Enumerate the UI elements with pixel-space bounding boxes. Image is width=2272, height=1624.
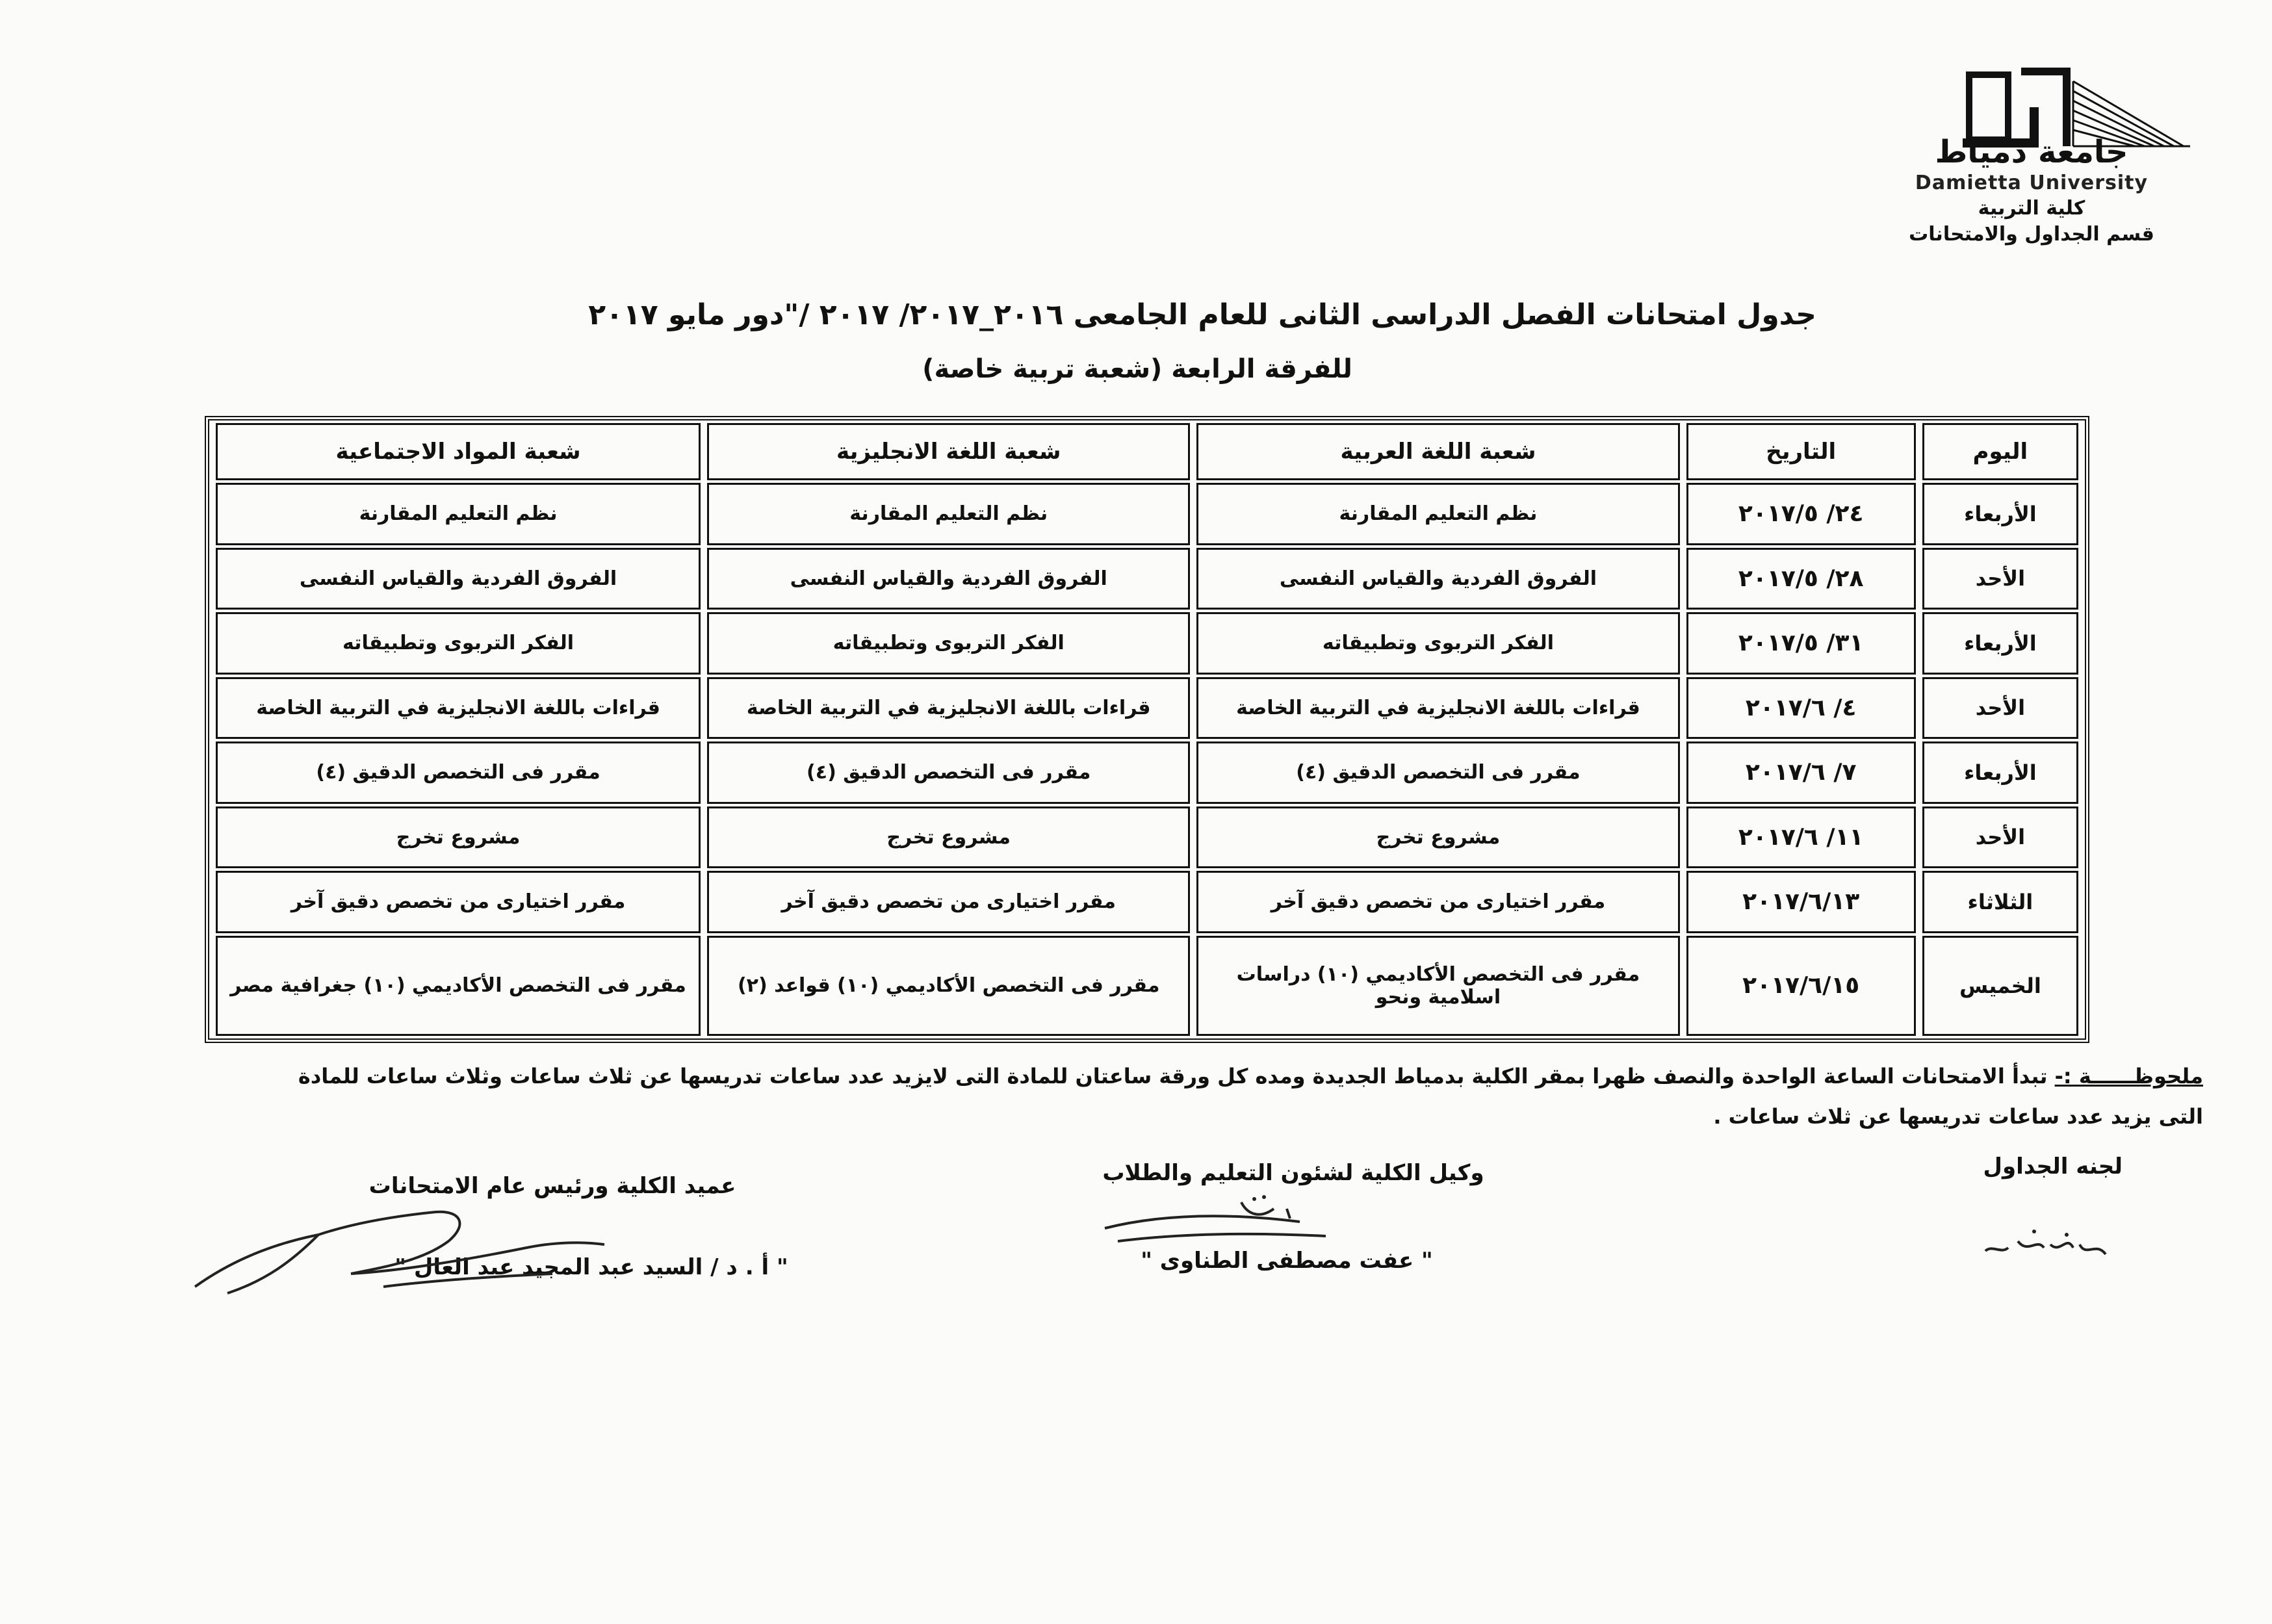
table-row	[216, 548, 2078, 610]
committee-signature	[1976, 1209, 2119, 1274]
department-name: قسم الجداول والامتحانات	[1909, 223, 2154, 246]
column-header-social: شعبة المواد الاجتماعية	[216, 423, 701, 480]
cell-english: مقرر اختيارى من تخصص دقيق آخر	[707, 871, 1190, 933]
cell-english: الفروق الفردية والقياس النفسى	[707, 548, 1190, 610]
committee-label: لجنه الجداول	[1983, 1154, 2123, 1179]
cell-date: ٣١/ ٢٠١٧/٥	[1686, 612, 1916, 675]
cell-date: ٧/ ٢٠١٧/٦	[1686, 741, 1916, 804]
cell-day: الأربعاء	[1922, 483, 2078, 545]
vice-dean-name: " عفت مصطفى الطناوى "	[1141, 1248, 1433, 1274]
table-row	[216, 677, 2078, 740]
cell-arabic: الفروق الفردية والقياس النفسى	[1196, 548, 1679, 610]
cell-english: مقرر فى التخصص الأكاديمي (١٠) قواعد (٢)	[707, 936, 1190, 1037]
cell-social: مقرر اختيارى من تخصص دقيق آخر	[216, 871, 701, 933]
cell-day: الأربعاء	[1922, 612, 2078, 675]
cell-arabic: قراءات باللغة الانجليزية في التربية الخاصة	[1196, 677, 1679, 740]
cell-english: مشروع تخرج	[707, 806, 1190, 869]
cell-day: الأحد	[1922, 548, 2078, 610]
university-header	[1869, 133, 2194, 248]
dean-name: " أ . د / السيد عبد المجيد عبد العال "	[394, 1254, 788, 1280]
dean-label: عميد الكلية ورئيس عام الامتحانات	[368, 1173, 736, 1199]
cell-social: مقرر فى التخصص الدقيق (٤)	[216, 741, 701, 804]
university-name-en: Damietta University	[1915, 172, 2149, 194]
table-row	[216, 871, 2078, 933]
schedule-table	[209, 420, 2085, 1038]
cell-social: نظم التعليم المقارنة	[216, 483, 701, 545]
cell-arabic: الفكر التربوى وتطبيقاته	[1196, 612, 1679, 675]
cell-english: مقرر فى التخصص الدقيق (٤)	[707, 741, 1190, 804]
table-row	[216, 483, 2078, 545]
table-header-row	[216, 423, 2078, 480]
column-header-arabic: شعبة اللغة العربية	[1196, 423, 1679, 480]
cell-arabic: نظم التعليم المقارنة	[1196, 483, 1679, 545]
note-text: تبدأ الامتحانات الساعة الواحدة والنصف ظهرا بمقر الكلية بدمياط الجديدة ومده كل ورقة ساعتان للمادة التى لايزيد عدد ساعات تدريسها عن ثلاث ساعات وثلاث ساعات للمادة التى يزيد عدد ساعات تدريسها عن ثلاث ساعات .	[298, 1064, 2203, 1129]
cell-day: الخميس	[1922, 936, 2078, 1037]
vice-dean-signature	[1092, 1189, 1365, 1267]
cell-date: ٢٠١٧/٦/١٥	[1686, 936, 1916, 1037]
document-title: جدول امتحانات الفصل الدراسى الثانى للعام الجامعى ٢٠١٦_٢٠١٧/ ٢٠١٧ /"دور مايو ٢٠١٧	[588, 298, 1816, 331]
cell-day: الأحد	[1922, 677, 2078, 740]
cell-arabic: مقرر اختيارى من تخصص دقيق آخر	[1196, 871, 1679, 933]
document-subtitle: للفرقة الرابعة (شعبة تربية خاصة)	[922, 354, 1352, 384]
cell-social: قراءات باللغة الانجليزية في التربية الخاصة	[216, 677, 701, 740]
column-header-date: التاريخ	[1686, 423, 1916, 480]
cell-date: ٢٠١٧/٦/١٣	[1686, 871, 1916, 933]
cell-social: مقرر فى التخصص الأكاديمي (١٠) جغرافية مصر	[216, 936, 701, 1037]
cell-day: الأحد	[1922, 806, 2078, 869]
column-header-day: اليوم	[1922, 423, 2078, 480]
faculty-name: كلية التربية	[1978, 197, 2085, 220]
cell-date: ١١/ ٢٠١٧/٦	[1686, 806, 1916, 869]
cell-day: الثلاثاء	[1922, 871, 2078, 933]
cell-social: الفروق الفردية والقياس النفسى	[216, 548, 701, 610]
cell-day: الأربعاء	[1922, 741, 2078, 804]
note-label: ملحوظــــــة :-	[2054, 1064, 2203, 1089]
table-row	[216, 612, 2078, 675]
university-name-ar: جامعة دمياط	[1935, 134, 2128, 170]
cell-english: قراءات باللغة الانجليزية في التربية الخاصة	[707, 677, 1190, 740]
cell-date: ٢٤/ ٢٠١٧/٥	[1686, 483, 1916, 545]
cell-date: ٢٨/ ٢٠١٧/٥	[1686, 548, 1916, 610]
cell-arabic: مقرر فى التخصص الدقيق (٤)	[1196, 741, 1679, 804]
cell-english: نظم التعليم المقارنة	[707, 483, 1190, 545]
table-row	[216, 741, 2078, 804]
vice-dean-label: وكيل الكلية لشئون التعليم والطلاب	[1102, 1160, 1484, 1186]
table-row	[216, 936, 2078, 1037]
table-row	[216, 806, 2078, 869]
cell-social: الفكر التربوى وتطبيقاته	[216, 612, 701, 675]
column-header-english: شعبة اللغة الانجليزية	[707, 423, 1190, 480]
dean-signature	[188, 1196, 617, 1306]
cell-date: ٤/ ٢٠١٧/٦	[1686, 677, 1916, 740]
exam-note	[260, 1056, 2203, 1137]
cell-english: الفكر التربوى وتطبيقاته	[707, 612, 1190, 675]
cell-arabic: مشروع تخرج	[1196, 806, 1679, 869]
cell-arabic: مقرر فى التخصص الأكاديمي (١٠) دراسات اسلامية ونحو	[1196, 936, 1679, 1037]
schedule-table-frame	[205, 416, 2089, 1043]
cell-social: مشروع تخرج	[216, 806, 701, 869]
